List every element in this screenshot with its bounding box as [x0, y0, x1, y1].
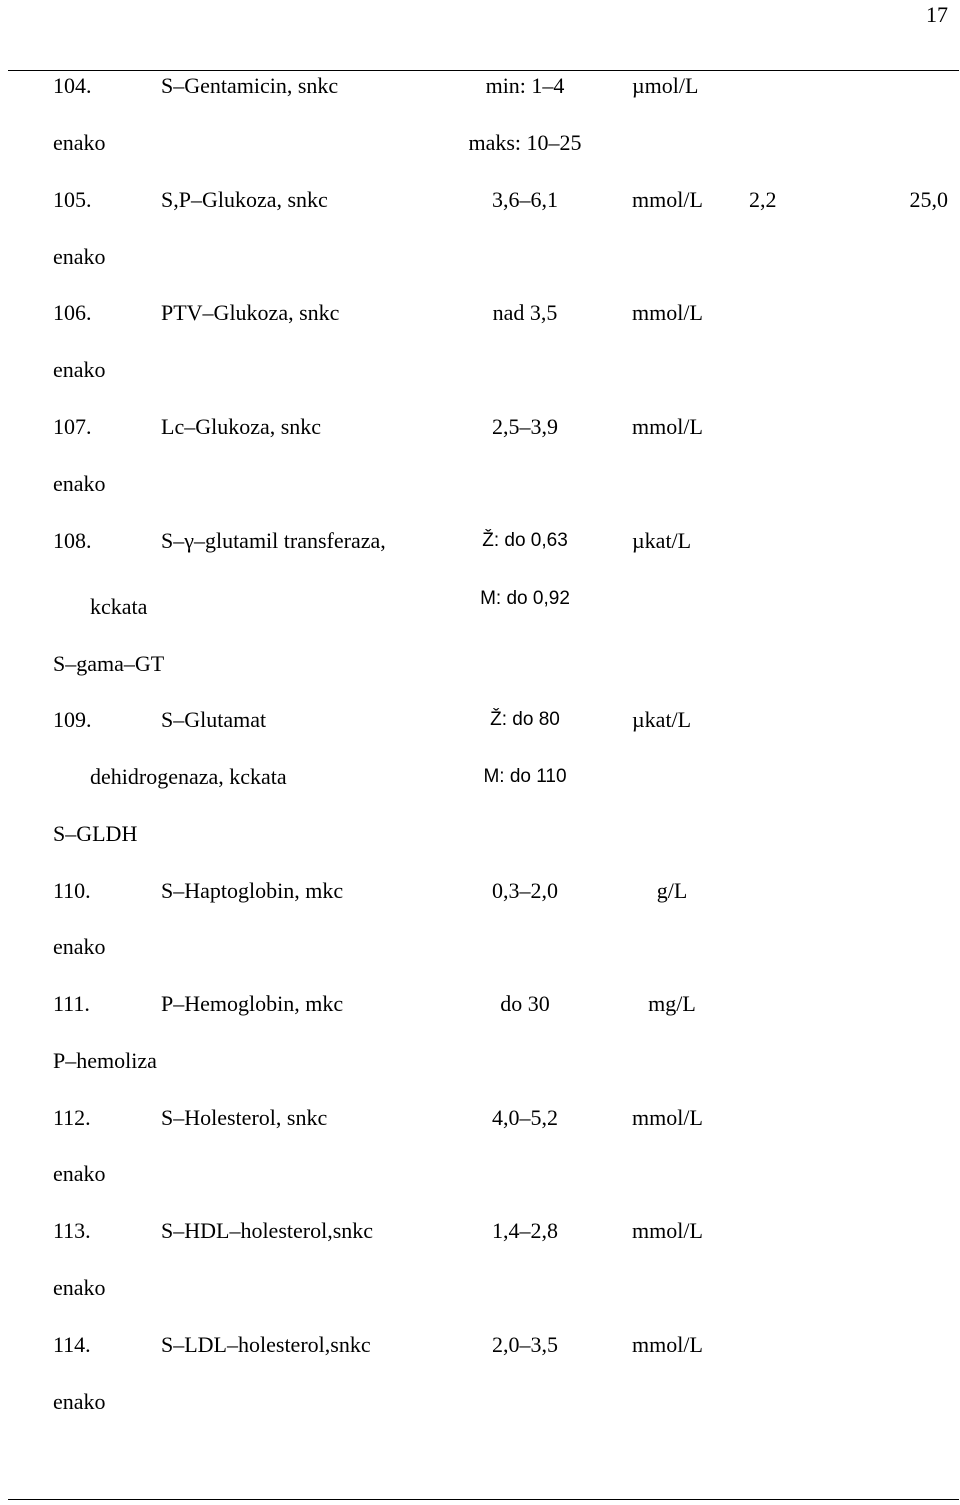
table-row: [0, 989, 960, 1019]
reference-range: M: do 110: [483, 766, 567, 787]
table-row: [0, 185, 960, 215]
row-number: 106.: [53, 300, 92, 325]
table-row-continuation: [0, 932, 960, 962]
reference-range: do 30: [500, 991, 550, 1016]
unit: µkat/L: [632, 528, 692, 553]
continuation-text: enako: [53, 934, 106, 959]
footer-rule: [8, 1499, 959, 1500]
table-row-continuation: [0, 649, 960, 679]
table-row-continuation: [0, 128, 960, 158]
test-name: S–γ–glutamil transferaza,: [161, 528, 386, 553]
continuation-text: dehidrogenaza, kckata: [90, 764, 287, 789]
page-number: 17: [926, 2, 948, 27]
table-row: [0, 412, 960, 442]
reference-range: 4,0–5,2: [492, 1105, 558, 1130]
continuation-text: enako: [53, 130, 106, 155]
test-abbreviation: P–hemoliza: [53, 1048, 157, 1073]
table-row-continuation: [0, 355, 960, 385]
table-row-continuation: [0, 1387, 960, 1417]
reference-range: Ž: do 80: [490, 709, 560, 730]
test-name: S–Glutamat: [161, 707, 267, 732]
reference-range: M: do 0,92: [480, 588, 570, 609]
reference-range: min: 1–4: [485, 73, 565, 98]
continuation-text: enako: [53, 357, 106, 382]
table-row: [0, 1216, 960, 1246]
unit: g/L: [656, 878, 688, 903]
table-row-continuation: [0, 584, 960, 614]
table-row-continuation: [0, 819, 960, 849]
unit: mmol/L: [632, 1105, 703, 1130]
unit: mmol/L: [632, 1218, 703, 1243]
reference-range: maks: 10–25: [468, 130, 582, 155]
test-name: PTV–Glukoza, snkc: [161, 300, 340, 325]
table-row: [0, 298, 960, 328]
table-row: [0, 705, 960, 735]
unit: mmol/L: [632, 414, 703, 439]
unit: mg/L: [648, 991, 696, 1016]
reference-range: Ž: do 0,63: [482, 530, 568, 551]
row-number: 112.: [53, 1105, 91, 1130]
test-abbreviation: S–GLDH: [53, 821, 138, 846]
row-number: 111.: [53, 991, 90, 1016]
test-name: S,P–Glukoza, snkc: [161, 187, 328, 212]
row-number: 107.: [53, 414, 92, 439]
table-row-continuation: [0, 469, 960, 499]
reference-range: 2,0–3,5: [492, 1332, 558, 1357]
table-row: [0, 1103, 960, 1133]
unit: mmol/L: [632, 1332, 703, 1357]
test-name: S–Haptoglobin, mkc: [161, 878, 344, 903]
continuation-text: enako: [53, 1161, 106, 1186]
row-number: 104.: [53, 73, 92, 98]
critical-high-value: 25,0: [909, 187, 948, 212]
continuation-text: enako: [53, 471, 106, 496]
reference-range: 1,4–2,8: [492, 1218, 558, 1243]
unit: mmol/L: [632, 187, 703, 212]
continuation-text: enako: [53, 1275, 106, 1300]
continuation-text: kckata: [90, 594, 148, 619]
continuation-text: enako: [53, 244, 106, 269]
continuation-text: enako: [53, 1389, 106, 1414]
test-name: Lc–Glukoza, snkc: [161, 414, 322, 439]
table-row: [0, 876, 960, 906]
reference-range: 0,3–2,0: [492, 878, 558, 903]
table-row-continuation: [0, 1273, 960, 1303]
row-number: 109.: [53, 707, 92, 732]
table-row-continuation: [0, 1046, 960, 1076]
reference-range: 3,6–6,1: [492, 187, 558, 212]
row-number: 110.: [53, 878, 91, 903]
test-name: S–HDL–holesterol,snkc: [161, 1218, 374, 1243]
unit: µmol/L: [632, 73, 699, 98]
reference-range: nad 3,5: [492, 300, 558, 325]
test-name: S–Holesterol, snkc: [161, 1105, 328, 1130]
table-row: [0, 526, 960, 556]
table-row: [0, 71, 960, 101]
test-name: P–Hemoglobin, mkc: [161, 991, 344, 1016]
row-number: 105.: [53, 187, 92, 212]
table-row-continuation: [0, 762, 960, 792]
table-row: [0, 1330, 960, 1360]
row-number: 114.: [53, 1332, 91, 1357]
row-number: 108.: [53, 528, 92, 553]
unit: mmol/L: [632, 300, 703, 325]
table-row-continuation: [0, 242, 960, 272]
reference-range: 2,5–3,9: [492, 414, 558, 439]
unit: µkat/L: [632, 707, 692, 732]
row-number: 113.: [53, 1218, 91, 1243]
test-name: S–LDL–holesterol,snkc: [161, 1332, 371, 1357]
critical-low-value: 2,2: [749, 187, 777, 212]
table-row-continuation: [0, 1159, 960, 1189]
test-name: S–Gentamicin, snkc: [161, 73, 339, 98]
test-abbreviation: S–gama–GT: [53, 651, 165, 676]
